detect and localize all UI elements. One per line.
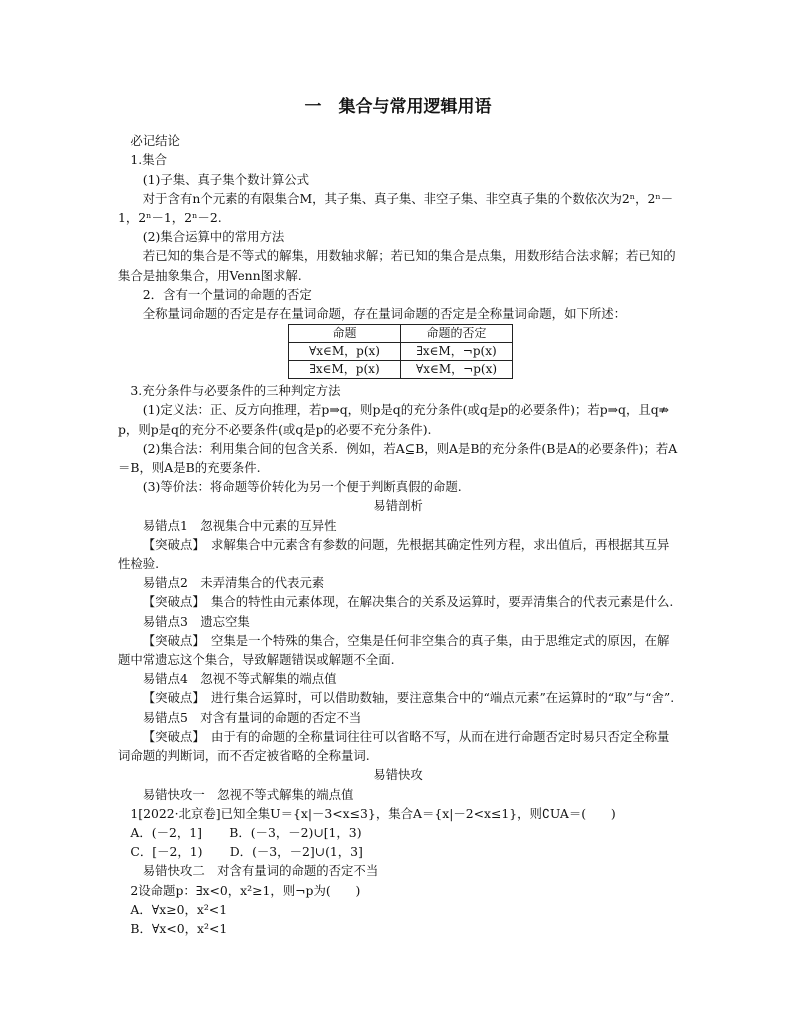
table-row	[289, 343, 513, 361]
pitfall-title: 易错点4 忽视不等式解集的端点值	[142, 671, 337, 687]
pitfall-title: 易错点2 未弄清集合的代表元素	[142, 575, 325, 591]
item3-definition-method: (1)定义法：正、反方向推理，若p⇒q，则p是q的充分条件(或q是p的必要条件)；若p⇒q，且q⇏p，则p是q的充分不必要条件(或q是p的必要不充分条件).	[118, 402, 670, 437]
breakthrough-text: 空集是一个特殊的集合，空集是任何非空集合的真子集，由于思维定式的原因，在解题中常遗忘这个集合，导致解题错误或解题不全面.	[118, 632, 670, 668]
question1-options-row2	[118, 842, 678, 861]
pitfall-body	[118, 592, 678, 611]
table-header: 命题的否定	[401, 325, 513, 343]
section-heading-conclusions: 必记结论	[130, 133, 180, 149]
item2-heading: 2．含有一个量词的命题的否定	[142, 286, 312, 302]
pitfall-title: 易错点1 忽视集合中元素的互异性	[142, 517, 337, 533]
question2-option-a: A．∀x≥0，x²<1	[130, 901, 228, 917]
breakthrough-text: 由于有的命题的全称量词往往可以省略不写，从而在进行命题否定时易只否定全称量词命题的判断词，而不否定被省略的全称量词.	[118, 728, 670, 764]
question2-option-b: B．∀x<0，x²<1	[130, 920, 228, 936]
pitfall-body	[118, 688, 678, 707]
section-heading-pitfalls: 易错剖析	[373, 498, 423, 514]
breakthrough-text: 集合的特性由元素体现，在解决集合的关系及运算时，要弄清集合的代表元素是什么.	[198, 594, 674, 610]
breakthrough-label: 【突破点】	[142, 536, 199, 552]
item3-equivalence-method: (3)等价法：将命题等价转化为另一个便于判断真假的命题.	[142, 479, 462, 495]
question2-stem: 2设命题p：∃x<0，x²≥1，则¬p为( )	[130, 882, 361, 898]
pitfall-title: 易错点5 对含有量词的命题的否定不当	[142, 709, 362, 725]
breakthrough-label: 【突破点】	[142, 594, 199, 610]
breakthrough-label: 【突破点】	[142, 728, 199, 744]
table-row	[289, 361, 513, 379]
breakthrough-label: 【突破点】	[142, 632, 199, 648]
pitfall-body	[118, 631, 678, 669]
breakthrough-label: 【突破点】	[142, 690, 199, 706]
sub2-text: 若已知的集合是不等式的解集，用数轴求解；若已知的集合是点集，用数形结合法求解；若已知的集合是抽象集合，用Venn图求解.	[118, 248, 676, 283]
table-cell: ∃x∈M，¬p(x)	[401, 343, 513, 361]
attack1-title: 易错快攻一 忽视不等式解集的端点值	[142, 786, 354, 802]
pitfall-title: 易错点3 遗忘空集	[142, 613, 250, 629]
attack2-title: 易错快攻二 对含有量词的命题的否定不当	[142, 863, 379, 879]
question1-options-row1	[118, 823, 678, 842]
item3-set-method: (2)集合法：利用集合间的包含关系．例如，若A⊆B，则A是B的充分条件(B是A的必要条件)；若A＝B，则A是B的充要条件.	[118, 440, 678, 476]
breakthrough-text: 进行集合运算时，可以借助数轴，要注意集合中的“端点元素”在运算时的“取”与“舍”.	[198, 690, 675, 706]
table-header: 命题	[289, 325, 401, 343]
option-b: B．(－3，－2)∪[1，3)	[229, 824, 362, 840]
option-d: D．(－3，－2]∪(1，3]	[229, 844, 363, 860]
pitfall-body	[118, 727, 678, 765]
breakthrough-text: 求解集合中元素含有参数的问题，先根据其确定性列方程，求出值后，再根据其互异性检验.	[118, 536, 670, 572]
question1-stem: 1[2022·北京卷]已知全集U＝{x|－3<x≤3}，集合A＝{x|－2<x≤1}，则∁UA＝( )	[130, 805, 616, 821]
page-title: 一 集合与常用逻辑用语	[304, 97, 492, 117]
option-a: A．(－2，1]	[130, 824, 202, 840]
document-page	[118, 98, 678, 938]
item1-heading: 1.集合	[130, 152, 167, 168]
section-heading-quick-attack: 易错快攻	[373, 767, 423, 783]
item3-heading: 3.充分条件与必要条件的三种判定方法	[130, 383, 341, 399]
table-header-row	[289, 325, 513, 343]
item2-text: 全称量词命题的否定是存在量词命题，存在量词命题的否定是全称量词命题，如下所述：	[142, 306, 627, 322]
pitfall-body	[118, 535, 678, 573]
sub1-text: 对于含有n个元素的有限集合M，其子集、真子集、非空子集、非空真子集的个数依次为2ⁿ，2ⁿ－1，2ⁿ－1，2ⁿ－2.	[118, 190, 674, 226]
option-c: C．[－2，1)	[130, 844, 203, 860]
quantifier-table	[288, 324, 513, 379]
table-cell: ∀x∈M，p(x)	[289, 343, 401, 361]
table-cell: ∃x∈M，p(x)	[289, 361, 401, 379]
table-cell: ∀x∈M，¬p(x)	[401, 361, 513, 379]
sub2-heading: (2)集合运算中的常用方法	[142, 229, 285, 245]
sub1-heading: (1)子集、真子集个数计算公式	[142, 171, 310, 187]
